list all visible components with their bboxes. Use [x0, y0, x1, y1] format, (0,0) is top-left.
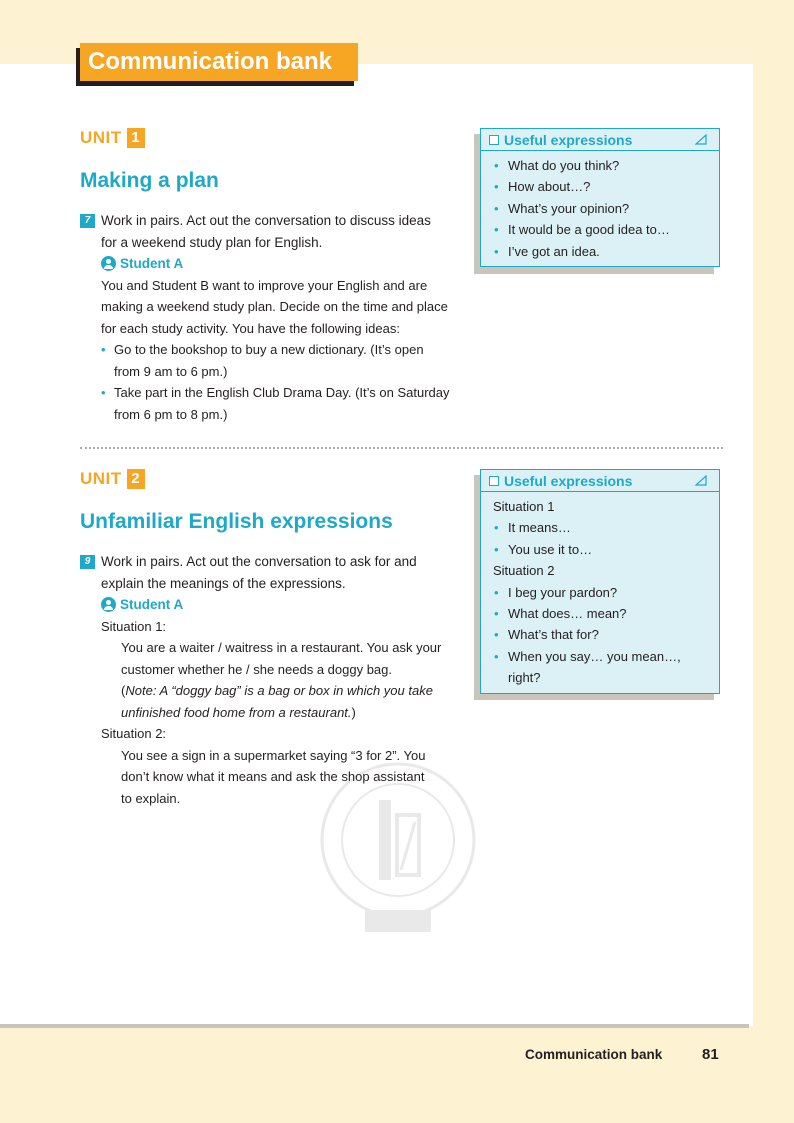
situation-1-text: You are a waiter / waitress in a restaurant. You ask your customer whether he / she needs a doggy bag. (Note: A “doggy bag” is a bag or box in which you take unfinished food home from a restaurant.): [121, 637, 452, 723]
instruction-line: explain the meanings of the expressions.: [101, 575, 346, 591]
situation-1-heading: Situation 1: [493, 499, 555, 514]
instruction-line: Work in pairs. Act out the conversation to discuss ideas: [101, 213, 431, 228]
bottom-rule: [0, 1024, 749, 1028]
task-number: 9: [80, 555, 95, 569]
situation-2-text: You see a sign in a supermarket saying “3 for 2”. You don’t know what it means and ask the shop assistant to explain.: [121, 747, 426, 806]
useful-expressions-box-2: [480, 469, 720, 694]
list-item: • How about…?: [493, 176, 711, 197]
section-divider: [80, 447, 723, 449]
student-label: Student A: [101, 253, 452, 275]
instruction-line: Work in pairs. Act out the conversation to ask for and: [101, 554, 417, 569]
page-number: 81: [702, 1046, 719, 1063]
list-item: • It would be a good idea to…: [493, 219, 711, 240]
useful-expressions-header: Useful expressions: [481, 129, 719, 151]
situation-2-heading: Situation 2: [493, 563, 555, 579]
list-item: • Take part in the English Club Drama Day. (It’s on Saturday from 6 pm to 8 pm.): [101, 382, 452, 425]
unit-1-task: [80, 210, 452, 425]
idea-list: [101, 339, 452, 425]
note: (Note: A “doggy bag” is a bag or box in which you take: [121, 683, 433, 698]
unit-number: 2: [127, 469, 145, 489]
student-icon: [101, 597, 116, 612]
situation-2-label: Situation 2:: [101, 726, 167, 741]
list-item: • Go to the bookshop to buy a new dictionary. (It’s open from 9 am to 6 pm.): [101, 339, 452, 382]
expression-list: [493, 517, 711, 560]
instruction-line: for a weekend study plan for English.: [101, 234, 323, 250]
square-icon: [489, 476, 499, 486]
list-item: • What do you think?: [493, 155, 711, 176]
student-icon: [101, 256, 116, 271]
task-number: 7: [80, 214, 95, 228]
list-item: • What’s your opinion?: [493, 198, 711, 219]
publisher-watermark-icon: [317, 760, 479, 950]
unit-2-title: Unfamiliar English expressions: [80, 510, 393, 533]
list-item: • It means…: [493, 517, 711, 538]
task-paragraph: You and Student B want to improve your English and are making a weekend study plan. Decide on the time and place for each study activity. You have the following ideas:: [101, 277, 448, 336]
list-item: • When you say… you mean…, right?: [493, 646, 711, 689]
list-item: • I beg your pardon?: [493, 582, 711, 603]
unit-2-label: [80, 469, 145, 489]
unit-1-label: [80, 128, 145, 148]
list-item: • You use it to…: [493, 539, 711, 560]
unit-word: UNIT: [80, 128, 122, 147]
task-instruction: [80, 210, 452, 253]
student-label: Student A: [101, 594, 452, 616]
unit-number: 1: [127, 128, 145, 148]
expression-list: [493, 582, 711, 689]
page-title: Communication bank: [80, 43, 358, 81]
unit-word: UNIT: [80, 469, 122, 488]
useful-expressions-header: Useful expressions: [481, 470, 719, 492]
situation-1-label: Situation 1:: [101, 618, 167, 634]
expression-list: [493, 155, 711, 262]
list-item: • I’ve got an idea.: [493, 241, 711, 262]
corner-triangle-icon: [695, 475, 707, 486]
footer-label: Communication bank: [525, 1047, 663, 1062]
corner-triangle-icon: [695, 134, 707, 145]
task-instruction: [80, 551, 452, 594]
square-icon: [489, 135, 499, 145]
list-item: • What’s that for?: [493, 624, 711, 645]
unit-1-title: Making a plan: [80, 169, 219, 192]
list-item: • What does… mean?: [493, 603, 711, 624]
useful-expressions-box-1: [480, 128, 720, 267]
